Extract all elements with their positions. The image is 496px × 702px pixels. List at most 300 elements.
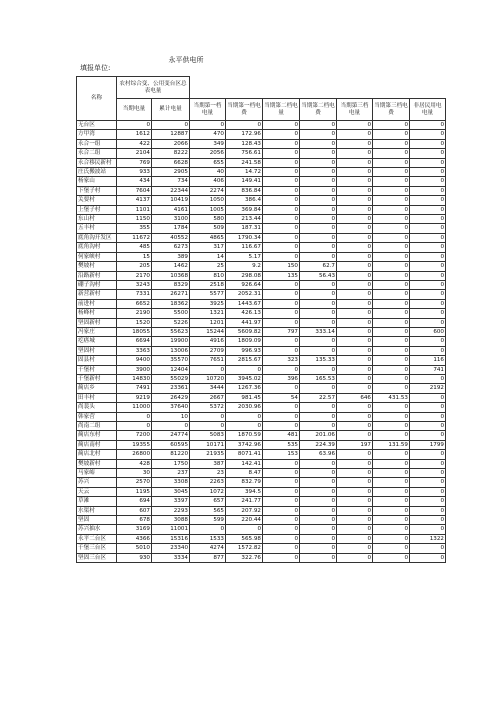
value-cell: 26800 xyxy=(117,450,152,459)
value-cell: 0 xyxy=(300,487,337,496)
value-cell: 30 xyxy=(117,469,152,478)
value-cell: 0 xyxy=(263,497,300,506)
value-cell: 0 xyxy=(263,553,300,562)
value-cell: 3243 xyxy=(117,280,152,289)
value-cell: 0 xyxy=(300,121,337,130)
value-cell: 0 xyxy=(337,469,373,478)
value-cell: 607 xyxy=(117,506,152,515)
table-row xyxy=(77,130,446,139)
value-cell: 55029 xyxy=(152,374,190,383)
value-cell: 142.41 xyxy=(226,459,263,468)
value-cell: 0 xyxy=(190,412,226,421)
value-cell: 0 xyxy=(337,130,373,139)
value-cell: 0 xyxy=(337,327,373,336)
value-cell: 0 xyxy=(410,337,446,346)
value-cell: 0 xyxy=(263,139,300,148)
value-cell: 0 xyxy=(410,412,446,421)
value-cell: 655 xyxy=(190,158,226,167)
value-cell: 0 xyxy=(373,262,410,271)
value-cell: 0 xyxy=(373,177,410,186)
table-row xyxy=(77,177,446,186)
value-cell: 1870.59 xyxy=(226,431,263,440)
row-name-cell: 杨家山 xyxy=(77,177,117,186)
value-cell: 14.72 xyxy=(226,168,263,177)
value-cell: 0 xyxy=(373,544,410,553)
value-cell: 237 xyxy=(152,469,190,478)
value-cell: 0 xyxy=(263,544,300,553)
value-cell: 213.44 xyxy=(226,215,263,224)
value-cell: 0 xyxy=(373,130,410,139)
value-cell: 0 xyxy=(263,422,300,431)
value-cell: 1443.67 xyxy=(226,299,263,308)
value-cell: 0 xyxy=(373,309,410,318)
value-cell: 565 xyxy=(190,506,226,515)
value-cell: 0 xyxy=(410,431,446,440)
value-cell: 172.96 xyxy=(226,130,263,139)
value-cell: 1195 xyxy=(117,487,152,496)
row-name-cell: 东山村 xyxy=(77,215,117,224)
value-cell: 832.79 xyxy=(226,478,263,487)
value-cell: 836.84 xyxy=(226,186,263,195)
value-cell: 0 xyxy=(263,534,300,543)
value-cell: 0 xyxy=(300,168,337,177)
value-cell: 1784 xyxy=(152,224,190,233)
value-cell: 14830 xyxy=(117,374,152,383)
value-cell: 0 xyxy=(410,346,446,355)
value-cell: 0 xyxy=(410,158,446,167)
value-cell: 0 xyxy=(373,224,410,233)
value-cell: 535 xyxy=(263,440,300,449)
value-cell: 0 xyxy=(410,299,446,308)
value-cell: 0 xyxy=(300,139,337,148)
value-cell: 23 xyxy=(190,469,226,478)
value-cell: 10171 xyxy=(190,440,226,449)
value-cell: 981.45 xyxy=(226,393,263,402)
value-cell: 8.47 xyxy=(226,469,263,478)
value-cell: 0 xyxy=(373,252,410,261)
table-body xyxy=(77,121,446,563)
table-row xyxy=(77,224,446,233)
value-cell: 0 xyxy=(337,478,373,487)
value-cell: 1809.09 xyxy=(226,337,263,346)
value-cell: 9400 xyxy=(117,356,152,365)
value-cell: 165.53 xyxy=(300,374,337,383)
table-row xyxy=(77,440,446,449)
value-cell: 40 xyxy=(190,168,226,177)
value-cell: 0 xyxy=(373,553,410,562)
table-row xyxy=(77,469,446,478)
table-row xyxy=(77,280,446,289)
value-cell: 0 xyxy=(300,337,337,346)
value-cell: 0 xyxy=(410,224,446,233)
value-cell: 1520 xyxy=(117,318,152,327)
value-cell: 10419 xyxy=(152,196,190,205)
value-cell: 8329 xyxy=(152,280,190,289)
value-cell: 0 xyxy=(410,215,446,224)
value-cell: 387 xyxy=(190,459,226,468)
value-cell: 797 xyxy=(263,327,300,336)
table-row xyxy=(77,346,446,355)
value-cell: 26429 xyxy=(152,393,190,402)
table-row xyxy=(77,149,446,158)
value-cell: 0 xyxy=(300,299,337,308)
row-name-cell: 底角沟村 xyxy=(77,243,117,252)
value-cell: 0 xyxy=(263,478,300,487)
value-cell: 220.44 xyxy=(226,516,263,525)
value-cell: 2667 xyxy=(190,393,226,402)
value-cell: 996.93 xyxy=(226,346,263,355)
value-cell: 0 xyxy=(300,412,337,421)
value-cell: 0 xyxy=(300,534,337,543)
table-row xyxy=(77,516,446,525)
value-cell: 0 xyxy=(337,346,373,355)
value-cell: 0 xyxy=(190,121,226,130)
value-cell: 3397 xyxy=(152,497,190,506)
value-cell: 0 xyxy=(337,506,373,515)
value-cell: 0 xyxy=(263,506,300,515)
value-cell: 6273 xyxy=(152,243,190,252)
value-cell: 0 xyxy=(373,374,410,383)
row-name-cell: 韩家营 xyxy=(77,412,117,421)
value-cell: 657 xyxy=(190,497,226,506)
value-cell: 426.13 xyxy=(226,309,263,318)
value-cell: 0 xyxy=(373,534,410,543)
value-cell: 485 xyxy=(117,243,152,252)
value-cell: 565.98 xyxy=(226,534,263,543)
value-cell: 0 xyxy=(300,233,337,242)
value-cell: 23340 xyxy=(152,544,190,553)
value-cell: 0 xyxy=(410,149,446,158)
value-cell: 116.67 xyxy=(226,243,263,252)
value-cell: 0 xyxy=(373,459,410,468)
value-cell: 756.61 xyxy=(226,149,263,158)
value-cell: 0 xyxy=(226,422,263,431)
value-cell: 3334 xyxy=(152,553,190,562)
value-cell: 2170 xyxy=(117,271,152,280)
value-cell: 0 xyxy=(337,186,373,195)
value-cell: 0 xyxy=(373,186,410,195)
value-cell: 14 xyxy=(190,252,226,261)
value-cell: 8071.41 xyxy=(226,450,263,459)
value-cell: 5083 xyxy=(190,431,226,440)
value-cell: 3169 xyxy=(117,525,152,534)
value-cell: 0 xyxy=(263,365,300,374)
value-cell: 7331 xyxy=(117,290,152,299)
row-name-cell: 田丰村 xyxy=(77,393,117,402)
value-cell: 0 xyxy=(337,553,373,562)
value-cell: 0 xyxy=(337,497,373,506)
value-cell: 0 xyxy=(410,553,446,562)
value-cell: 7604 xyxy=(117,186,152,195)
value-cell: 0 xyxy=(410,196,446,205)
value-cell: 0 xyxy=(300,149,337,158)
value-cell: 0 xyxy=(300,280,337,289)
value-cell: 9.2 xyxy=(226,262,263,271)
value-cell: 0 xyxy=(300,525,337,534)
value-cell: 0 xyxy=(337,309,373,318)
value-cell: 11001 xyxy=(152,525,190,534)
value-cell: 2190 xyxy=(117,309,152,318)
value-cell: 0 xyxy=(300,205,337,214)
table-row xyxy=(77,327,446,336)
value-cell: 1267.36 xyxy=(226,384,263,393)
value-cell: 0 xyxy=(410,450,446,459)
value-cell: 2052.31 xyxy=(226,290,263,299)
value-cell: 599 xyxy=(190,516,226,525)
value-cell: 11000 xyxy=(117,403,152,412)
table-row xyxy=(77,139,446,148)
row-name-cell: 新营新村 xyxy=(77,290,117,299)
value-cell: 0 xyxy=(410,374,446,383)
value-cell: 131.59 xyxy=(373,440,410,449)
value-cell: 0 xyxy=(263,196,300,205)
value-cell: 37640 xyxy=(152,403,190,412)
value-cell: 5577 xyxy=(190,290,226,299)
value-cell: 0 xyxy=(410,544,446,553)
value-cell: 509 xyxy=(190,224,226,233)
value-cell: 0 xyxy=(263,243,300,252)
value-cell: 5010 xyxy=(117,544,152,553)
value-cell: 18055 xyxy=(117,327,152,336)
value-cell: 0 xyxy=(300,478,337,487)
table-row xyxy=(77,459,446,468)
table-row xyxy=(77,299,446,308)
row-name-cell: 固县村 xyxy=(77,356,117,365)
table-row xyxy=(77,205,446,214)
value-cell: 0 xyxy=(263,280,300,289)
row-name-cell: 永合二组 xyxy=(77,149,117,158)
value-cell: 0 xyxy=(337,290,373,299)
value-cell: 1750 xyxy=(152,459,190,468)
value-cell: 3742.96 xyxy=(226,440,263,449)
value-cell: 150 xyxy=(263,262,300,271)
value-cell: 0 xyxy=(373,346,410,355)
value-cell: 0 xyxy=(373,327,410,336)
table-row xyxy=(77,487,446,496)
value-cell: 0 xyxy=(337,280,373,289)
value-cell: 35570 xyxy=(152,356,190,365)
fill-unit-label: 填报单位: xyxy=(80,64,111,72)
value-cell: 5.17 xyxy=(226,252,263,261)
table-row xyxy=(77,318,446,327)
value-cell: 0 xyxy=(263,384,300,393)
value-cell: 434 xyxy=(117,177,152,186)
value-cell: 0 xyxy=(337,544,373,553)
value-cell: 2518 xyxy=(190,280,226,289)
value-cell: 3900 xyxy=(117,365,152,374)
column-header: 非居民用电电量 xyxy=(410,99,446,121)
value-cell: 4865 xyxy=(190,233,226,242)
row-name-cell: 坚固 xyxy=(77,516,117,525)
value-cell: 40552 xyxy=(152,233,190,242)
value-cell: 0 xyxy=(263,403,300,412)
table-row xyxy=(77,506,446,515)
row-name-cell: 坚固三台区 xyxy=(77,553,117,562)
table-row xyxy=(77,365,446,374)
row-name-cell: 坚固村 xyxy=(77,346,117,355)
value-cell: 0 xyxy=(410,262,446,271)
column-header: 累计电量 xyxy=(152,99,190,121)
value-cell: 2293 xyxy=(152,506,190,515)
value-cell: 734 xyxy=(152,177,190,186)
value-cell: 6628 xyxy=(152,158,190,167)
value-cell: 0 xyxy=(337,412,373,421)
value-cell: 0 xyxy=(373,422,410,431)
row-name-cell: 蔺店南村 xyxy=(77,440,117,449)
value-cell: 0 xyxy=(263,186,300,195)
value-cell: 0 xyxy=(410,177,446,186)
value-cell: 0 xyxy=(410,506,446,515)
value-cell: 422 xyxy=(117,139,152,148)
value-cell: 0 xyxy=(373,215,410,224)
value-cell: 5500 xyxy=(152,309,190,318)
value-cell: 0 xyxy=(373,299,410,308)
value-cell: 197 xyxy=(337,440,373,449)
value-cell: 0 xyxy=(373,158,410,167)
value-cell: 0 xyxy=(373,318,410,327)
value-cell: 877 xyxy=(190,553,226,562)
value-cell: 15 xyxy=(117,252,152,261)
table-row xyxy=(77,121,446,130)
value-cell: 741 xyxy=(410,365,446,374)
table-row xyxy=(77,158,446,167)
table-row xyxy=(77,544,446,553)
value-cell: 0 xyxy=(337,168,373,177)
value-cell: 0 xyxy=(410,233,446,242)
value-cell: 12887 xyxy=(152,130,190,139)
value-cell: 5372 xyxy=(190,403,226,412)
value-cell: 1322 xyxy=(410,534,446,543)
value-cell: 0 xyxy=(410,469,446,478)
value-cell: 678 xyxy=(117,516,152,525)
value-cell: 0 xyxy=(263,459,300,468)
value-cell: 2570 xyxy=(117,478,152,487)
row-name-cell: 疙瘩城 xyxy=(77,337,117,346)
value-cell: 135.33 xyxy=(300,356,337,365)
row-name-cell: 沿路新村 xyxy=(77,271,117,280)
table-row xyxy=(77,534,446,543)
value-cell: 7491 xyxy=(117,384,152,393)
table-row xyxy=(77,337,446,346)
value-cell: 0 xyxy=(300,346,337,355)
value-cell: 1790.34 xyxy=(226,233,263,242)
value-cell: 0 xyxy=(410,525,446,534)
column-header: 当期第二档电量 xyxy=(263,99,300,121)
value-cell: 1072 xyxy=(190,487,226,496)
value-cell: 646 xyxy=(337,393,373,402)
value-cell: 369.84 xyxy=(226,205,263,214)
value-cell: 0 xyxy=(410,459,446,468)
row-name-cell: 永平二台区 xyxy=(77,534,117,543)
value-cell: 0 xyxy=(263,290,300,299)
value-cell: 3045 xyxy=(152,487,190,496)
table-row xyxy=(77,186,446,195)
value-cell: 0 xyxy=(373,243,410,252)
value-cell: 0 xyxy=(263,309,300,318)
value-cell: 0 xyxy=(337,431,373,440)
table-row xyxy=(77,374,446,383)
value-cell: 10368 xyxy=(152,271,190,280)
column-header: 当期第三档电量 xyxy=(337,99,373,121)
value-cell: 396 xyxy=(263,374,300,383)
value-cell: 333.14 xyxy=(300,327,337,336)
value-cell: 0 xyxy=(373,450,410,459)
table-subtitle: 农村综合变、公用变台区总表电量 xyxy=(117,77,190,99)
value-cell: 0 xyxy=(300,365,337,374)
value-cell: 0 xyxy=(263,469,300,478)
value-cell: 322.76 xyxy=(226,553,263,562)
row-name-cell: 千堡新村 xyxy=(77,374,117,383)
value-cell: 0 xyxy=(373,290,410,299)
value-cell: 0 xyxy=(337,534,373,543)
row-name-cell: 关要村 xyxy=(77,196,117,205)
table-row xyxy=(77,233,446,242)
value-cell: 13006 xyxy=(152,346,190,355)
value-cell: 0 xyxy=(373,516,410,525)
value-cell: 0 xyxy=(300,290,337,299)
value-cell: 930 xyxy=(117,553,152,562)
value-cell: 116 xyxy=(410,356,446,365)
row-name-cell: 蔺店乡 xyxy=(77,384,117,393)
value-cell: 0 xyxy=(263,299,300,308)
row-name-cell: 苏兴抽水 xyxy=(77,525,117,534)
column-header: 当期电量 xyxy=(117,99,152,121)
value-cell: 60595 xyxy=(152,440,190,449)
value-cell: 3100 xyxy=(152,215,190,224)
value-cell: 1005 xyxy=(190,205,226,214)
row-name-cell: 樊坡村 xyxy=(77,262,117,271)
value-cell: 4274 xyxy=(190,544,226,553)
value-cell: 6694 xyxy=(117,337,152,346)
row-name-cell: 蔺店东村 xyxy=(77,431,117,440)
value-cell: 19900 xyxy=(152,337,190,346)
value-cell: 0 xyxy=(263,516,300,525)
value-cell: 0 xyxy=(263,205,300,214)
table-row xyxy=(77,384,446,393)
value-cell: 0 xyxy=(373,384,410,393)
value-cell: 0 xyxy=(300,177,337,186)
value-cell: 0 xyxy=(410,186,446,195)
value-cell: 600 xyxy=(410,327,446,336)
value-cell: 0 xyxy=(410,309,446,318)
value-cell: 0 xyxy=(263,525,300,534)
value-cell: 0 xyxy=(410,422,446,431)
value-cell: 0 xyxy=(226,525,263,534)
value-cell: 0 xyxy=(410,121,446,130)
value-cell: 0 xyxy=(373,356,410,365)
value-cell: 0 xyxy=(373,412,410,421)
table-row xyxy=(77,252,446,261)
value-cell: 0 xyxy=(373,149,410,158)
value-cell: 323 xyxy=(263,356,300,365)
value-cell: 6652 xyxy=(117,299,152,308)
table-row xyxy=(77,450,446,459)
value-cell: 349 xyxy=(190,139,226,148)
value-cell: 0 xyxy=(337,215,373,224)
value-cell: 769 xyxy=(117,158,152,167)
value-cell: 0 xyxy=(263,487,300,496)
value-cell: 0 xyxy=(300,252,337,261)
value-cell: 241.58 xyxy=(226,158,263,167)
table-row xyxy=(77,393,446,402)
value-cell: 0 xyxy=(373,478,410,487)
value-cell: 3088 xyxy=(152,516,190,525)
value-cell: 0 xyxy=(337,422,373,431)
value-cell: 0 xyxy=(152,121,190,130)
value-cell: 4366 xyxy=(117,534,152,543)
column-header: 当期第二档电费 xyxy=(300,99,337,121)
value-cell: 1321 xyxy=(190,309,226,318)
